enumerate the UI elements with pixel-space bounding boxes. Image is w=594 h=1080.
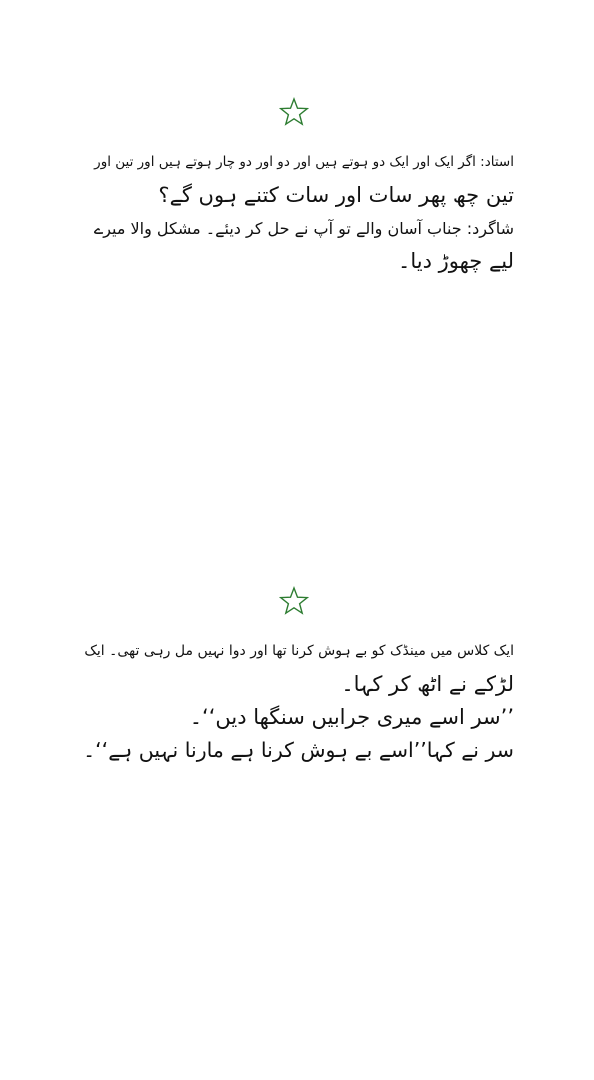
joke-2-line-2: لڑکے نے اٹھ کر کہا۔ (341, 672, 514, 696)
joke-2-line-3: ’’سر اسے میری جرابیں سنگھا دیں‘‘۔ (189, 705, 514, 729)
star-icon (279, 586, 309, 616)
joke-1-line-1: استاد: اگر ایک اور ایک دو ہوتے ہیں اور دو اور دو چار ہوتے ہیں اور تین اور (94, 154, 514, 170)
joke-1-line-3: شاگرد: جناب آسان والے تو آپ نے حل کر دیئے۔ مشکل والا میرے (93, 219, 514, 238)
joke-2-line-1: ایک کلاس میں مینڈک کو بے ہوش کرنا تھا اور دوا نہیں مل رہی تھی۔ ایک (84, 643, 514, 659)
joke-1 (82, 146, 514, 278)
star-icon (279, 97, 309, 127)
joke-2-line-4: سر نے کہا’’اسے بے ہوش کرنا ہے مارنا نہیں ہے‘‘۔ (83, 738, 514, 762)
joke-2 (82, 635, 514, 767)
joke-1-line-4: لیے چھوڑ دیا۔ (398, 249, 514, 273)
joke-1-line-2: تین چھ پھر سات اور سات کتنے ہوں گے؟ (158, 183, 514, 207)
